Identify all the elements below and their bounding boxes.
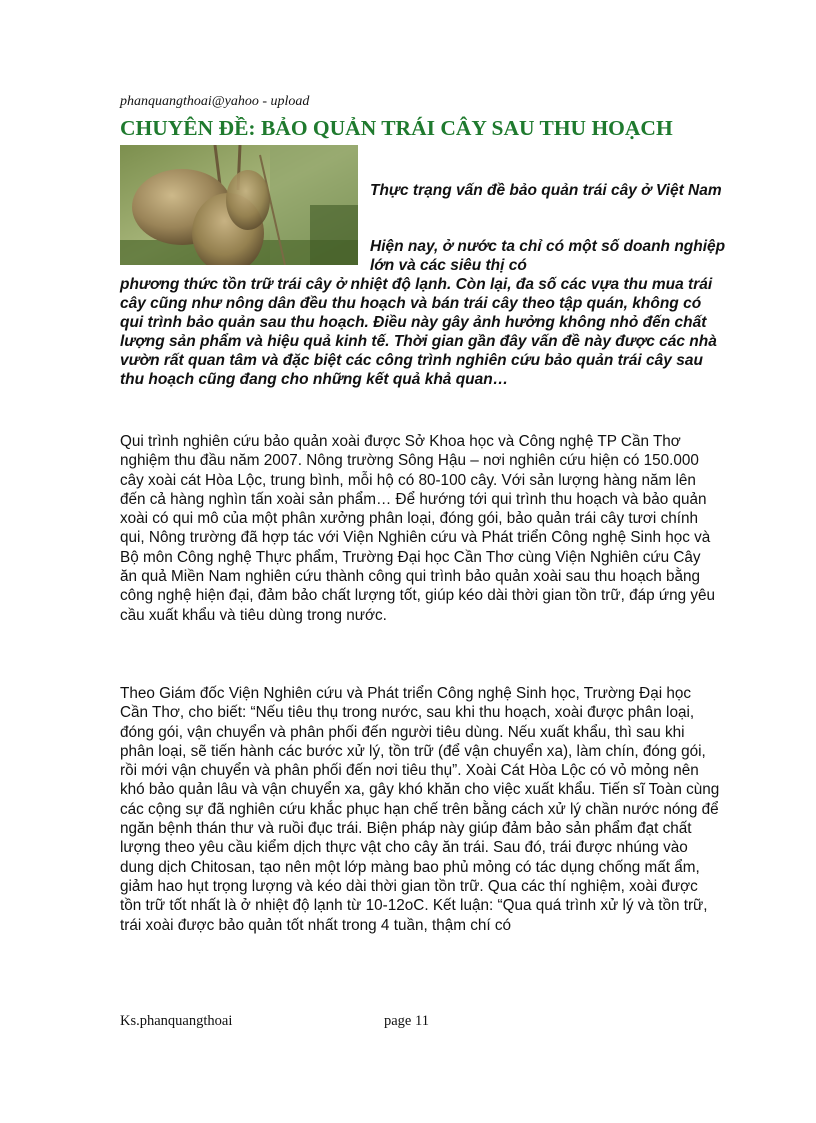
intro-body-text: phương thức tồn trữ trái cây ở nhiệt độ lạnh. Còn lại, đa số các vựa thu mua trái cây cũng như nông dân đều thu hoạch và bán trái cây theo tập quán, không có qui trình bảo quản sau thu hoạch. Điều này gây ảnh hưởng không nhỏ đến chất lượng sản phẩm và hiệu quả kinh tế. Thời gian gần đây vấn đề này được các nhà vườn rất quan tâm và đặc biệt các công trình nghiên cứu bảo quản trái cây sau thu hoạch cũng đang cho những kết quả khả quan…: [120, 276, 717, 389]
intro-lead-text: Hiện nay, ở nước ta chỉ có một số doanh nghiệp lớn và các siêu thị có: [370, 238, 726, 274]
uploader-note: phanquangthoai@yahoo - upload: [120, 94, 310, 109]
fruit-photo: [120, 145, 358, 265]
intro-heading: Thực trạng vấn đề bảo quản trái cây ở Việt Nam: [370, 182, 722, 199]
body-paragraph: Theo Giám đốc Viện Nghiên cứu và Phát triển Công nghệ Sinh học, Trường Đại học Cần Thơ, cho biết: “Nếu tiêu thụ trong nước, sau khi thu hoạch, xoài được phân loại, đóng gói, vận chuyển và phân phối đến người tiêu dùng. Nếu xuất khẩu, thì sau khi phân loại, sẽ tiến hành các bước xử lý, tồn trữ (để vận chuyển xa), làm chín, đóng gói, rồi mới vận chuyển và phân phối đến nơi tiêu thụ”. Xoài Cát Hòa Lộc có vỏ mỏng nên khó bảo quản lâu và vận chuyển xa, gây khó khăn cho việc xuất khẩu. Tiến sĩ Toàn cùng các cộng sự đã nghiên cứu khắc phục hạn chế trên bằng cách xử lý chần nước nóng để ngăn bệnh thán thư và ruồi đục trái. Biện pháp này giúp đảm bảo sản phẩm đạt chất lượng theo yêu cầu kiểm dịch thực vật cho cây ăn trái. Sau đó, trái được nhúng vào dung dịch Chitosan, tạo nên một lớp màng bao phủ mỏng có tác dụng chống mất ẩm, giảm hao hụt trọng lượng và kéo dài thời gian tồn trữ. Qua các thí nghiệm, xoài được tồn trữ tốt nhất là ở nhiệt độ lạnh từ 10-12oC. Kết luận: “Qua quá trình xử lý và tồn trữ, trái xoài được bảo quản tốt nhất trong 4 tuần, thậm chí có: [120, 685, 720, 934]
document-title: CHUYÊN ĐỀ: BẢO QUẢN TRÁI CÂY SAU THU HOẠCH: [120, 116, 673, 140]
footer-author: Ks.phanquangthoai: [120, 1013, 233, 1029]
body-paragraph: Qui trình nghiên cứu bảo quản xoài được Sở Khoa học và Công nghệ TP Cần Thơ nghiệm thu đầu năm 2007. Nông trường Sông Hậu – nơi nghiên cứu hiện có 150.000 cây xoài cát Hòa Lộc, trung bình, mỗi hộ có 80-100 cây. Với sản lượng hàng năm lên đến cả hàng nghìn tấn xoài sản phẩm… Để hướng tới qui trình thu hoạch và bảo quản xoài có qui mô của một phân xưởng phân loại, đóng gói, bảo quản trái cây tươi chính qui, Nông trường đã hợp tác với Viện Nghiên cứu và Phát triển Công nghệ Sinh học và Bộ môn Công nghệ Thực phẩm, Trường Đại học Cần Thơ cùng Viện Nghiên cứu Cây ăn quả Miền Nam nghiên cứu thành công qui trình bảo quản xoài sau thu hoạch bằng công nghệ hiện đại, đảm bảo chất lượng tốt, giúp kéo dài thời gian tồn trữ, đáp ứng yêu cầu xuất khẩu và tiêu dùng trong nước.: [120, 433, 716, 624]
page-number: page 11: [384, 1013, 429, 1029]
